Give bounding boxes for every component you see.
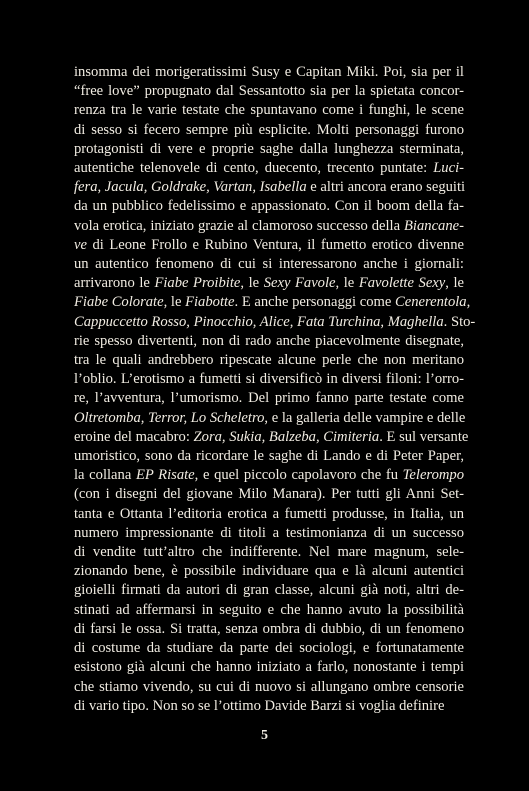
text-line bbox=[74, 178, 464, 197]
text-segment: protagonisti di vere e proprie saghe dalla lunghezza sterminata, bbox=[74, 140, 464, 157]
text-segment: renza tra le varie testate che spuntavano come i funghi, le scene bbox=[74, 102, 464, 119]
text-line bbox=[74, 197, 464, 216]
text-line bbox=[74, 313, 476, 332]
text-segment: , e la galleria delle vampire e delle bbox=[264, 409, 466, 426]
text-line bbox=[74, 466, 464, 485]
text-segment: e altri ancora erano seguiti bbox=[306, 179, 466, 196]
text-segment: , le bbox=[445, 275, 464, 292]
text-segment: insomma dei morigeratissimi Susy e Capitan Miki. Poi, sia per il bbox=[74, 64, 464, 80]
text-segment: da un pubblico fedelissimo e appassionato. Con il boom della fa- bbox=[74, 198, 464, 215]
italic-text: Favolette Sexy bbox=[358, 275, 446, 292]
text-segment: umoristico, sono da ricordare le saghe di Lando e di Peter Paper, bbox=[74, 448, 464, 465]
body-text bbox=[74, 63, 476, 716]
italic-text: Biancane- bbox=[404, 217, 464, 234]
italic-text: Cappuccetto Rosso, Pinocchio, Alice, Fata Turchina, Maghella bbox=[74, 313, 444, 330]
text-segment: l’oblio. L’erotismo a fumetti si diversificò in diversi filoni: l’orro- bbox=[74, 371, 464, 388]
text-line bbox=[74, 581, 464, 600]
text-segment: la collana bbox=[74, 467, 136, 484]
text-segment: , e quel piccolo capolavoro che fu bbox=[194, 467, 403, 484]
text-segment: di Leone Frollo e Rubino Ventura, il fumetto erotico divenne bbox=[86, 236, 464, 253]
text-line bbox=[74, 101, 464, 120]
text-segment: di farsi le ossa. Si tratta, senza ombra di dubbio, di un fenomeno bbox=[74, 620, 464, 637]
text-line bbox=[74, 351, 464, 370]
text-line bbox=[74, 255, 464, 274]
text-segment: . E sul versante bbox=[379, 428, 469, 445]
text-segment: di vendite tutt’altro che indifferente. Nel mare magnum, sele- bbox=[74, 544, 464, 561]
text-line bbox=[74, 409, 464, 428]
text-line bbox=[74, 678, 464, 697]
text-line bbox=[74, 332, 464, 351]
text-line bbox=[74, 524, 464, 543]
page-number: 5 bbox=[261, 728, 268, 743]
text-line bbox=[74, 505, 464, 524]
text-line bbox=[74, 293, 471, 312]
text-line bbox=[74, 562, 464, 581]
text-line bbox=[74, 63, 464, 82]
text-line bbox=[74, 601, 464, 620]
text-segment: autentiche telenovele di cento, duecento, trecento puntate: bbox=[74, 160, 434, 177]
text-segment: stinati ad affermarsi in seguito e che hanno avuto la possibilità bbox=[74, 601, 464, 618]
text-line bbox=[74, 697, 464, 716]
text-segment: di sesso si fecero sempre più esplicite. Molti personaggi furono bbox=[74, 121, 464, 138]
text-line bbox=[74, 485, 464, 504]
italic-text: Zora, Sukia, Balzeba, Cimiteria bbox=[193, 428, 380, 445]
italic-text: Fiabotte bbox=[185, 294, 235, 311]
italic-text: Luci- bbox=[433, 160, 464, 177]
italic-text: ve bbox=[74, 236, 87, 253]
italic-text: Fiabe Colorate bbox=[74, 294, 164, 311]
text-line bbox=[74, 389, 464, 408]
text-segment: tanta e Ottanta l’editoria erotica a fumetti produsse, in Italia, un bbox=[74, 505, 464, 522]
text-segment: , le bbox=[335, 275, 359, 292]
italic-text: Fiabe Proibite bbox=[154, 275, 241, 292]
text-line bbox=[74, 428, 469, 447]
text-line bbox=[74, 274, 464, 293]
text-segment: zionando bene, è possibile individuare qua e là alcuni autentici bbox=[74, 563, 464, 580]
text-segment: eroine del macabro: bbox=[74, 428, 194, 445]
text-line bbox=[74, 121, 464, 140]
text-segment: arrivarono le bbox=[74, 275, 155, 292]
text-line bbox=[74, 236, 464, 255]
text-segment: gioielli firmati da autori di gran classe, alcuni già noti, altri de- bbox=[74, 582, 464, 599]
text-segment: che stiamo vivendo, su cui di nuovo si allungano ombre censorie bbox=[74, 678, 464, 695]
text-segment: un autentico fenomeno di cui si interessarono anche i giornali: bbox=[74, 256, 464, 273]
text-segment: , le bbox=[163, 294, 186, 311]
text-segment: , le bbox=[240, 275, 264, 292]
italic-text: fera, Jacula, Goldrake, Vartan, Isabella bbox=[74, 179, 307, 196]
italic-text: Oltretomba, Terror, Lo Scheletro bbox=[74, 409, 265, 426]
text-segment: (con i disegni del giovane Milo Manara). Per tutti gli Anni Set- bbox=[74, 486, 464, 503]
text-line bbox=[74, 658, 464, 677]
text-segment: re, l’avventura, l’umorismo. Del primo fanno parte testate come bbox=[74, 390, 464, 407]
italic-text: Telerompo bbox=[402, 467, 464, 484]
text-line bbox=[74, 370, 464, 389]
italic-text: EP Risate bbox=[135, 467, 195, 484]
text-segment: numero impressionante di titoli a testimonianza di un successo bbox=[74, 524, 464, 541]
text-segment: di vario tipo. Non so se l’ottimo Davide Barzi si voglia definire bbox=[74, 697, 445, 714]
text-segment: “free love” propugnato dal Sessantotto sia per la spietata concor- bbox=[74, 83, 464, 100]
text-segment: tra le quali andrebbero ripescate alcune perle che non meritano bbox=[74, 352, 464, 369]
text-segment: vola erotica, iniziato grazie al clamoroso successo della bbox=[74, 217, 405, 234]
text-segment: . Sto- bbox=[443, 313, 476, 330]
text-segment: esistono già alcuni che hanno iniziato a farlo, nonostante i tempi bbox=[74, 659, 464, 676]
text-line bbox=[74, 543, 464, 562]
text-segment: di costume da studiare da parte dei sociologi, e fortunatamente bbox=[74, 640, 464, 657]
italic-text: Sexy Favole bbox=[263, 275, 336, 292]
text-line bbox=[74, 82, 464, 101]
text-line bbox=[74, 159, 464, 178]
text-segment: . E anche personaggi come bbox=[234, 294, 395, 311]
text-line bbox=[74, 639, 464, 658]
text-line bbox=[74, 620, 464, 639]
text-line bbox=[74, 217, 464, 236]
text-line bbox=[74, 140, 464, 159]
text-segment: rie spesso divertenti, non di rado anche piacevolmente disegnate, bbox=[74, 332, 464, 349]
italic-text: Cenerentola, bbox=[395, 294, 471, 311]
text-line bbox=[74, 447, 464, 466]
